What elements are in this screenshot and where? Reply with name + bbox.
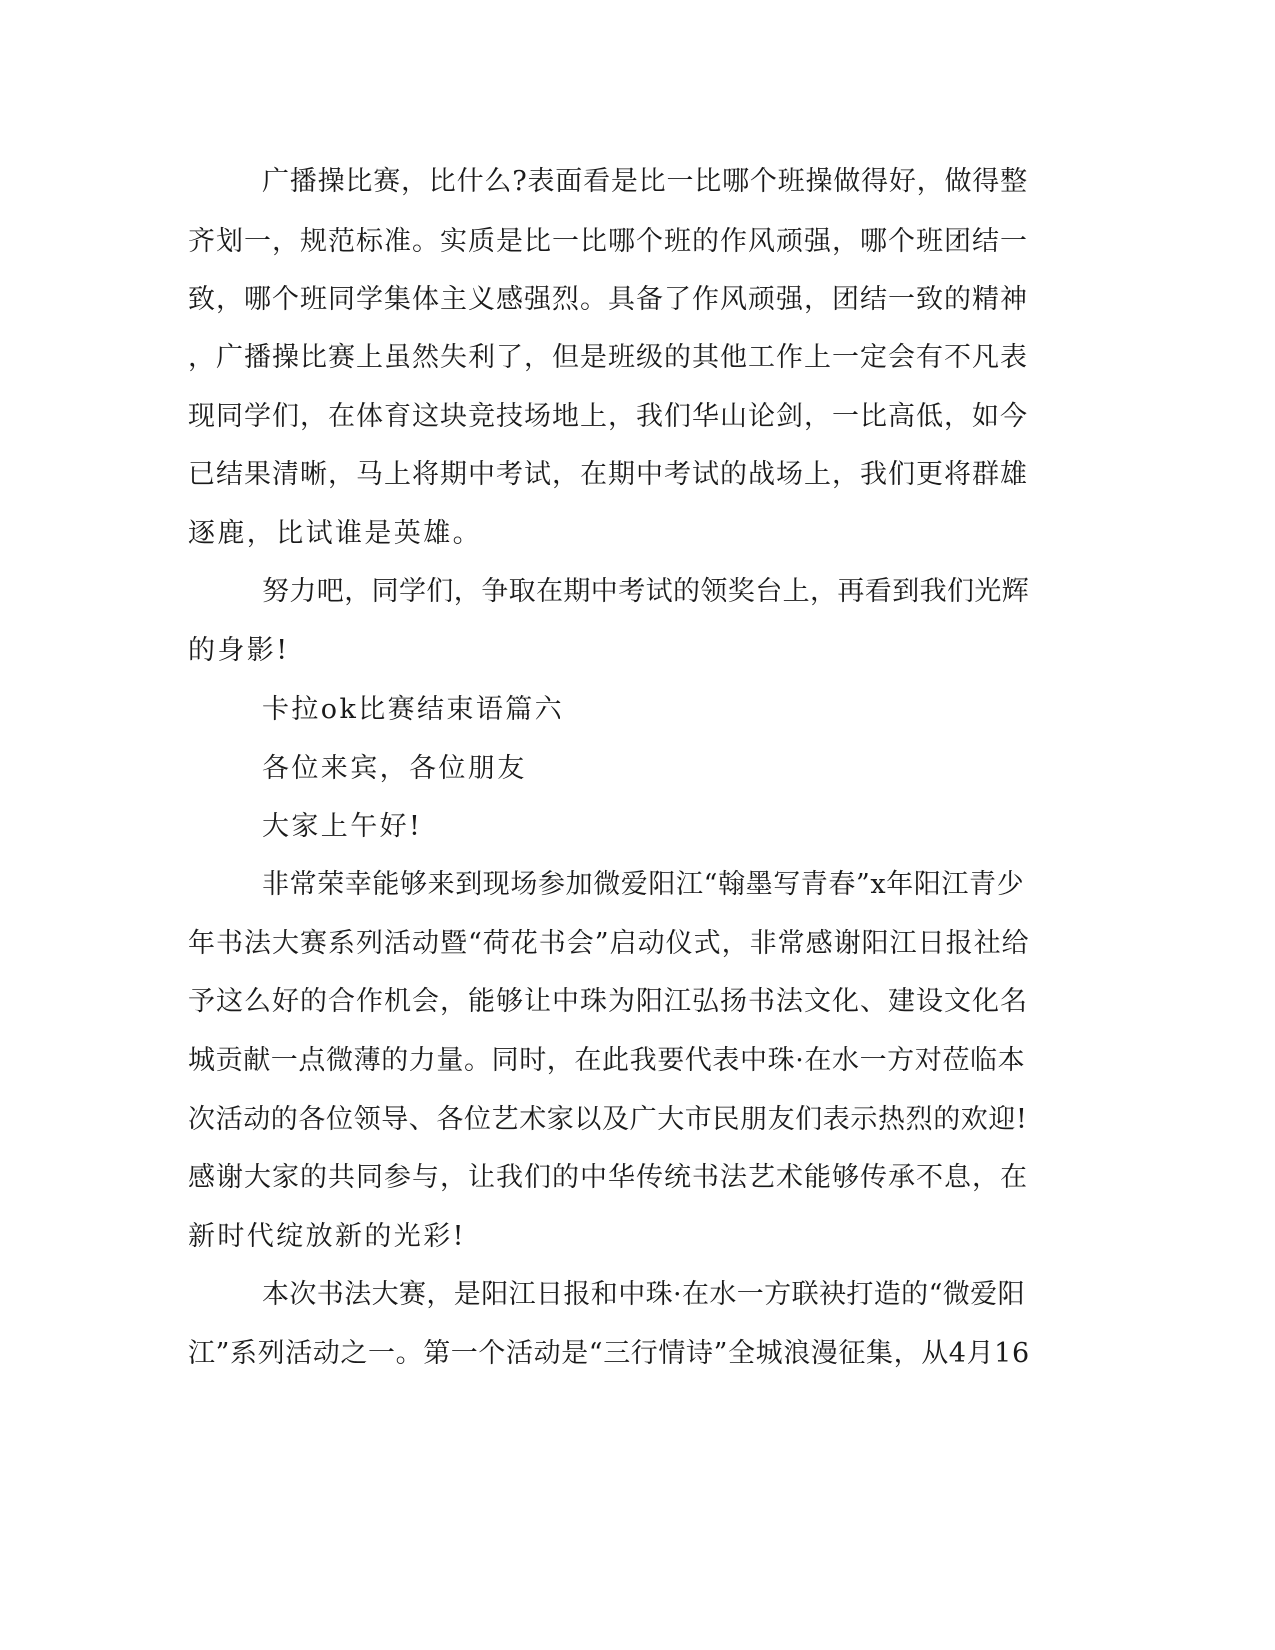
section-heading: 卡拉ok比赛结束语篇六 bbox=[262, 694, 565, 725]
text-line: ，广播操比赛上虽然失利了，但是班级的其他工作上一定会有不凡表 bbox=[188, 342, 1028, 373]
text-line: 江”系列活动之一。第一个活动是“三行情诗”全城浪漫征集，从4月16 bbox=[188, 1338, 1030, 1369]
text-line: 的身影! bbox=[188, 635, 290, 666]
text-line: 努力吧，同学们，争取在期中考试的领奖台上，再看到我们光辉 bbox=[262, 576, 1030, 607]
text-line: 大家上午好! bbox=[262, 811, 423, 842]
text-line: 逐鹿，比试谁是英雄。 bbox=[188, 518, 482, 549]
text-line: 新时代绽放新的光彩! bbox=[188, 1221, 466, 1252]
text-line: 现同学们，在体育这块竞技场地上，我们华山论剑，一比高低，如今 bbox=[188, 401, 1028, 432]
text-line: 致，哪个班同学集体主义感强烈。具备了作风顽强，团结一致的精神 bbox=[188, 284, 1028, 315]
text-line: 齐划一，规范标准。实质是比一比哪个班的作风顽强，哪个班团结一 bbox=[188, 226, 1028, 257]
text-line: 已结果清晰，马上将期中考试，在期中考试的战场上，我们更将群雄 bbox=[188, 459, 1028, 490]
text-line: 非常荣幸能够来到现场参加微爱阳江“翰墨写青春”x年阳江青少 bbox=[262, 869, 1025, 900]
text-line: 本次书法大赛，是阳江日报和中珠·在水一方联袂打造的“微爱阳 bbox=[262, 1279, 1025, 1310]
text-line: 城贡献一点微薄的力量。同时，在此我要代表中珠·在水一方对莅临本 bbox=[188, 1045, 1026, 1076]
text-line: 予这么好的合作机会，能够让中珠为阳江弘扬书法文化、建设文化名 bbox=[188, 986, 1028, 1017]
text-line: 次活动的各位领导、各位艺术家以及广大市民朋友们表示热烈的欢迎! bbox=[188, 1104, 1028, 1135]
text-line: 广播操比赛，比什么?表面看是比一比哪个班操做得好，做得整 bbox=[262, 166, 1028, 197]
text-line: 感谢大家的共同参与，让我们的中华传统书法艺术能够传承不息，在 bbox=[188, 1162, 1028, 1193]
text-line: 年书法大赛系列活动暨“荷花书会”启动仪式，非常感谢阳江日报社给 bbox=[188, 928, 1030, 959]
text-line: 各位来宾，各位朋友 bbox=[262, 753, 527, 784]
